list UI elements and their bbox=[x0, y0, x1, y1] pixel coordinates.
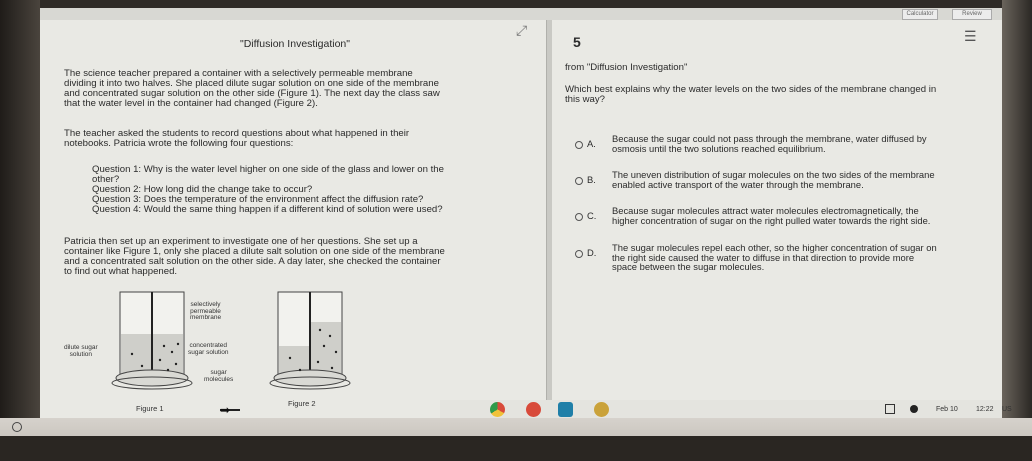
laptop-base bbox=[0, 436, 1032, 461]
screen-capture-icon[interactable] bbox=[885, 404, 895, 414]
passage-paragraph-2: The teacher asked the students to record questions about what happened in their notebooks. Patricia wrote the following four questions: bbox=[64, 128, 410, 149]
question-source: from "Diffusion Investigation" bbox=[565, 62, 688, 73]
passage-question-list: Question 1: Why is the water level higher on one side of the glass and lower on the other? Question 2: How long did the change take to occur? Question 3: Does the temperature of the environment affect the diffusion rate? Question 4: Would the same thing happen if a different kind of solution were used? bbox=[92, 164, 444, 215]
time-display[interactable]: 12:22 bbox=[976, 406, 994, 413]
sugar-molecules-label: sugar molecules bbox=[204, 369, 234, 383]
dilute-solution-label: dilute sugar solution bbox=[64, 344, 98, 358]
launcher-icon[interactable] bbox=[12, 422, 22, 432]
locale-display[interactable]: US bbox=[1002, 406, 1012, 413]
radio-c[interactable] bbox=[575, 213, 583, 221]
review-button[interactable]: Review bbox=[952, 9, 992, 20]
test-toolbar bbox=[40, 8, 1002, 20]
expand-icon[interactable]: ⤢ bbox=[516, 22, 528, 38]
screen-bezel-right bbox=[1002, 0, 1032, 461]
chrome-icon[interactable] bbox=[490, 402, 505, 417]
app-icon-red[interactable] bbox=[526, 402, 541, 417]
menu-icon[interactable]: ☰ bbox=[964, 28, 977, 44]
figure-1-caption: Figure 1 bbox=[136, 404, 164, 413]
figure-1-container bbox=[112, 292, 192, 389]
figure-2-caption: Figure 2 bbox=[288, 399, 316, 408]
concentrated-solution-label: concentrated sugar solution bbox=[188, 342, 229, 356]
question-stem: Which best explains why the water levels on the two sides of the membrane changed in this way? bbox=[565, 84, 937, 105]
radio-b[interactable] bbox=[575, 177, 583, 185]
membrane-label: selectively permeable membrane bbox=[190, 301, 222, 321]
radio-d[interactable] bbox=[575, 250, 583, 258]
calculator-button[interactable]: Calculator bbox=[902, 9, 938, 20]
passage-paragraph-1: The science teacher prepared a container with a selectively permeable membrane dividing it into two halves. She placed dilute sugar solution on one side of the membrane and concentrated sugar solution on the other side (Figure 1). The next day the class saw that the water level in the container had changed (Figure 2). bbox=[64, 68, 440, 109]
app-icon-teal[interactable] bbox=[558, 402, 573, 417]
question-number: 5 bbox=[573, 34, 581, 50]
passage-paragraph-3: Patricia then set up an experiment to investigate one of her questions. She set up a container like Figure 1, only she placed a dilute salt solution on one side of the membrane and a concentrated salt solution on the other side. A day later, she checked the container to find out what happened. bbox=[64, 236, 445, 277]
figure-2-container bbox=[270, 292, 350, 389]
radio-a[interactable] bbox=[575, 141, 583, 149]
os-shelf bbox=[440, 400, 1012, 418]
screen-bezel-left bbox=[0, 0, 40, 461]
passage-title: "Diffusion Investigation" bbox=[240, 38, 350, 50]
arrow-right-icon: ➡ bbox=[220, 403, 231, 417]
notification-icon[interactable] bbox=[910, 405, 918, 413]
date-display[interactable]: Feb 10 bbox=[936, 406, 958, 413]
app-icon-yellow[interactable] bbox=[594, 402, 609, 417]
screen: Calculator Review "Diffusion Investigation" The science teacher prepared a container with a selectively permeable membrane dividing it into two halves. She placed dilute sugar solution on one side of the membrane and concentrated sugar solution on the other side (Figure 1). The next day the class saw that the water level in the container had changed (Figure 2). The teacher asked the students to record questions about what happened in their notebooks. Patricia wrote the following four questions: Question 1: Why is the water level higher on one side of the glass and lower on the other? Question 2: How long did the change take to occur? Question 3: Does the temperature of the environment affect the diffusion rate? Question 4: Would the same thing happen if a different kind of solution were used? Patricia then set up an experiment to investigate one of her questions. She set up a container like Figure 1, only she placed a dilute salt solution on one side of the membrane and a concentrated salt solution on the other side. A day later, she checked the container to find out what happened. selectively permeable membrane dilute sugar solution concentrated sugar solution sugar molecules Figure 1 ➡ Figure 2 ⤢ 5 ☰ from "Diffusion Investigation" Which best explains why the water levels on the two sides of the membrane changed in this way? A. Because the sugar could not pass through the membrane, water diffused by osmosis until the two solutions reached equilibrium. B. The uneven distribution of sugar molecules on the two sides of the membrane enabled active transport of the water through the membrane. C. Because sugar molecules attract water molecules electromagnetically, the higher concentration of sugar on the right pulled water towards the right side. D. The sugar molecules repel each other, so the higher concentration of sugar on the right side caused the water to diffuse in that direction to provide more space between the sugar molecules. Feb 10 12:22 US bbox=[40, 8, 1002, 418]
